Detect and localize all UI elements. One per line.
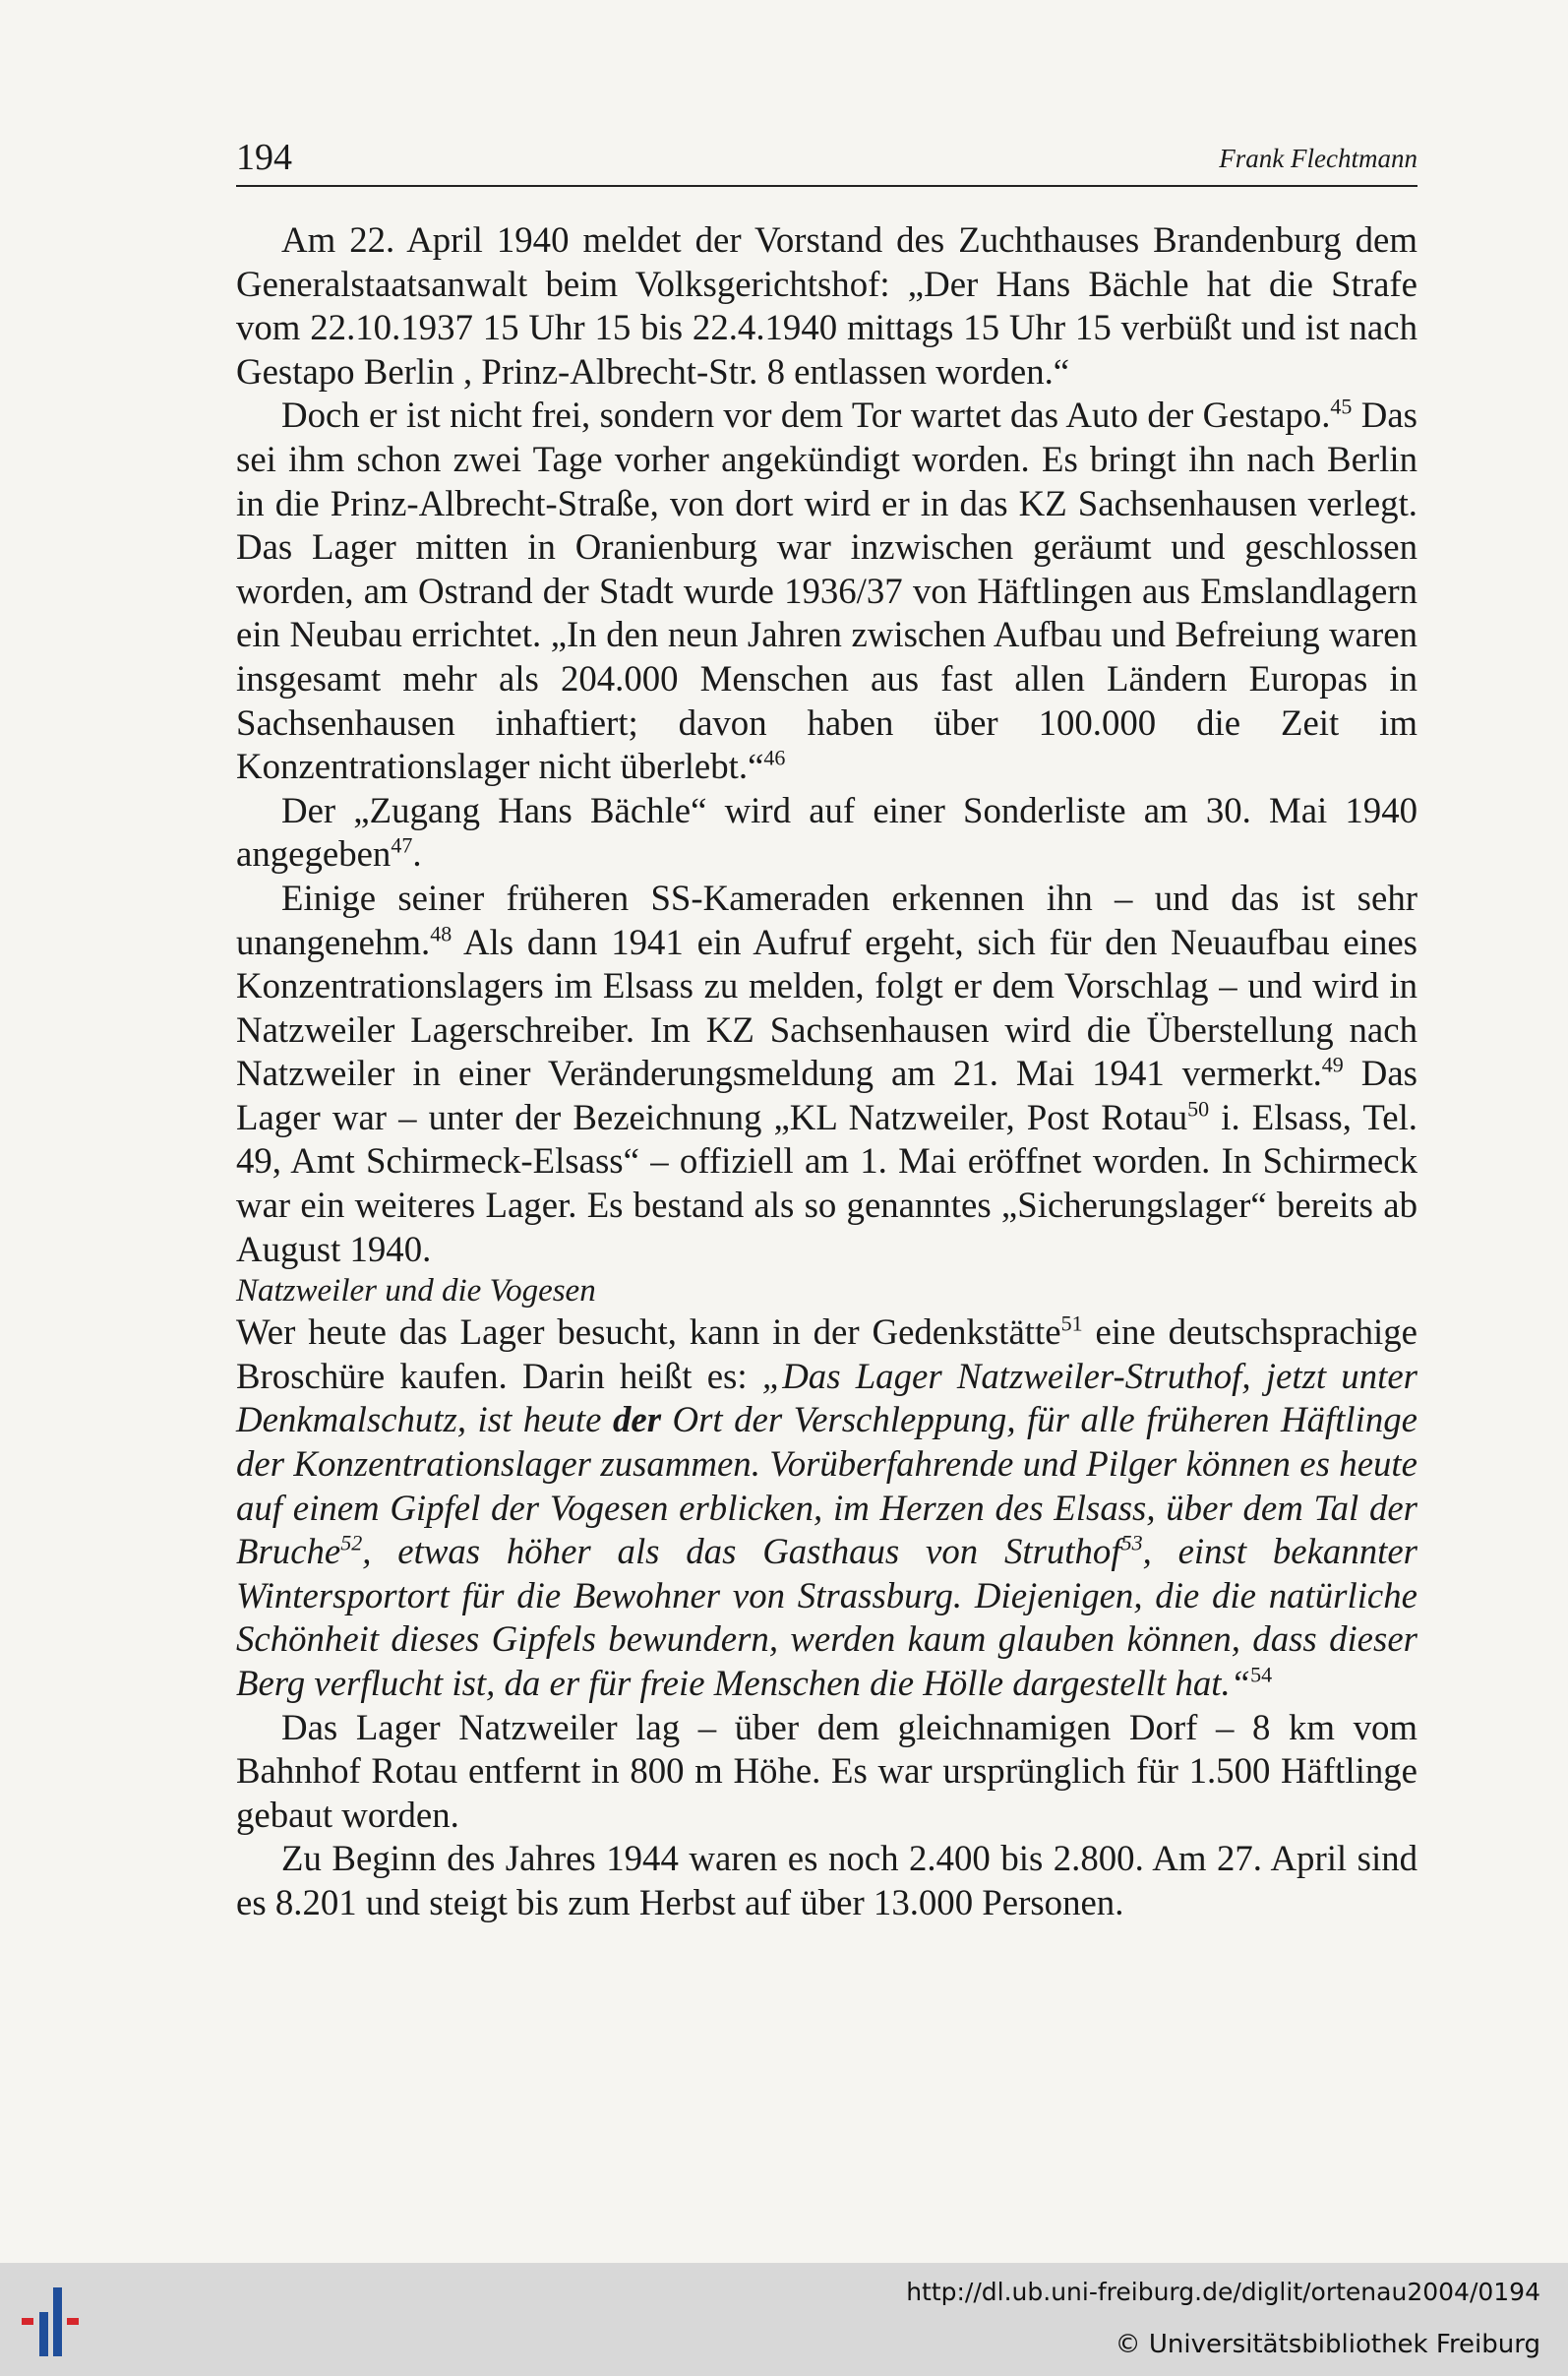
running-head-author: Frank Flechtmann [1219,144,1417,173]
ub-freiburg-logo-icon [20,2285,98,2358]
footnote-ref: 47 [391,833,413,859]
page-header [236,136,1417,187]
quote-text: „Das Lager Natzweiler-Struthof, jetzt unter Denkmalschutz, ist heute [236,1355,1417,1440]
section-heading: Natzweiler und die Vogesen [236,1273,596,1310]
quote-emphasis: der [612,1399,662,1440]
paragraph [236,1310,1417,1705]
page-number: 194 [236,137,292,178]
paragraph-text: Das Lager war – unter der Bezeichnung „KL Natzweiler, Post Rotau [236,1053,1417,1137]
footnote-ref: 51 [1060,1310,1083,1336]
quote-text: , einst bekannter Wintersportort für die Bewohner von Strassburg. Diejenigen, die die natürliche Schönheit dieses Gipfels bewundern, werden kaum glauben können, dass dieser Berg verflucht ist, da er für freie Menschen die Hölle dargestellt hat.“ [236,1531,1417,1703]
paragraph [236,1837,1417,1924]
paragraph-text: Das Lager Natzweiler lag – über dem gleichnamigen Dorf – 8 km vom Bahnhof Rotau entfernt in 800 m Höhe. Es war ursprünglich für 1.500 Häftlinge gebaut worden. [236,1706,1417,1835]
paragraph-text: Der „Zugang Hans Bächle“ wird auf einer Sonderliste am 30. Mai 1940 angegeben [236,789,1417,875]
paragraph-text: Als dann 1941 ein Aufruf ergeht, sich für den Neuaufbau eines Konzentrationslagers im Elsass zu melden, folgt er dem Vorschlag – und wird in Natzweiler Lagerschreiber. Im KZ Sachsenhausen wird die Überstellung nach Natzweiler in einer Veränderungsmeldung am 21. Mai 1941 vermerkt. [236,921,1417,1094]
footnote-ref: 48 [430,921,452,946]
paragraph-text: Das sei ihm schon zwei Tage vorher angekündigt worden. Es bringt ihn nach Berlin in die Prinz-Albrecht-Straße, von dort wird er in das KZ Sachsenhausen verlegt. Das Lager mitten in Oranienburg war inzwischen geräumt und geschlossen worden, am Ostrand der Stadt wurde 1936/37 von Häftlingen aus Emslandlagern ein Neubau errichtet. „In den neun Jahren zwischen Aufbau und Befreiung waren insgesamt mehr als 204.000 Menschen aus fast allen Ländern Europas in Sachsenhausen inhaftiert; davon haben über 100.000 die Zeit im Konzentrationslager nicht überlebt.“ [236,395,1417,787]
footnote-ref: 53 [1120,1530,1143,1555]
paragraph-text: eine deutschsprachige Broschüre kaufen. Darin heißt es: [236,1311,1417,1396]
body-text [236,218,1417,1925]
paragraph-text: i. Elsass, Tel. 49, Amt Schirmeck-Elsass“ – offiziell am 1. Mai eröffnet worden. In Schirmeck war ein weiteres Lager. Es bestand als so genanntes „Sicherungslager“ bereits ab August 1940. [236,1096,1417,1269]
footnote-ref: 54 [1250,1662,1273,1687]
paragraph [236,877,1417,1271]
paragraph [236,394,1417,788]
paragraph-text: Wer heute das Lager besucht, kann in der Gedenkstätte [236,1311,1061,1353]
block-quote [236,1356,1417,1703]
footnote-ref: 46 [763,745,786,770]
paragraph-text: Am 22. April 1940 meldet der Vorstand des Zuchthauses Brandenburg dem Generalstaatsanwalt beim Volksgerichtshof: „Der Hans Bächle hat die Strafe vom 22.10.1937 15 Uhr 15 bis 22.4.1940 mittags 15 Uhr 15 verbüßt und ist nach Gestapo Berlin , Prinz-Albrecht-Str. 8 entlassen worden.“ [236,219,1417,392]
paragraph-text: Zu Beginn des Jahres 1944 waren es noch 2.400 bis 2.800. Am 27. April sind es 8.201 und steigt bis zum Herbst auf über 13.000 Personen. [236,1838,1417,1922]
quote-text: Ort der Verschleppung, für alle früheren Häftlinge der Konzentrationslager zusammen. Vorüberfahrende und Pilger können es heute auf einem Gipfel der Vogesen erblicken, im Herzen des Elsass, über dem Tal der Bruche [236,1399,1417,1572]
paragraph-text: Einige seiner früheren SS-Kameraden erkennen ihn – und das ist sehr unangenehm. [236,877,1417,962]
paragraph [236,218,1417,394]
footnote-ref: 52 [340,1530,363,1555]
paragraph-text: Doch er ist nicht frei, sondern vor dem Tor wartet das Auto der Gestapo. [281,395,1331,436]
footnote-ref: 50 [1187,1096,1210,1122]
footnote-ref: 45 [1330,395,1353,420]
quote-text: , etwas höher als das Gasthaus von Struthof [362,1531,1121,1572]
copyright-notice: © Universitätsbibliothek Freiburg [1115,2330,1540,2359]
footnote-ref: 49 [1321,1053,1344,1078]
paragraph [236,1706,1417,1838]
paragraph-text: . [412,833,422,875]
paragraph [236,789,1417,877]
source-url-link[interactable]: http://dl.ub.uni-freiburg.de/diglit/ortenau2004/0194 [906,2278,1540,2306]
